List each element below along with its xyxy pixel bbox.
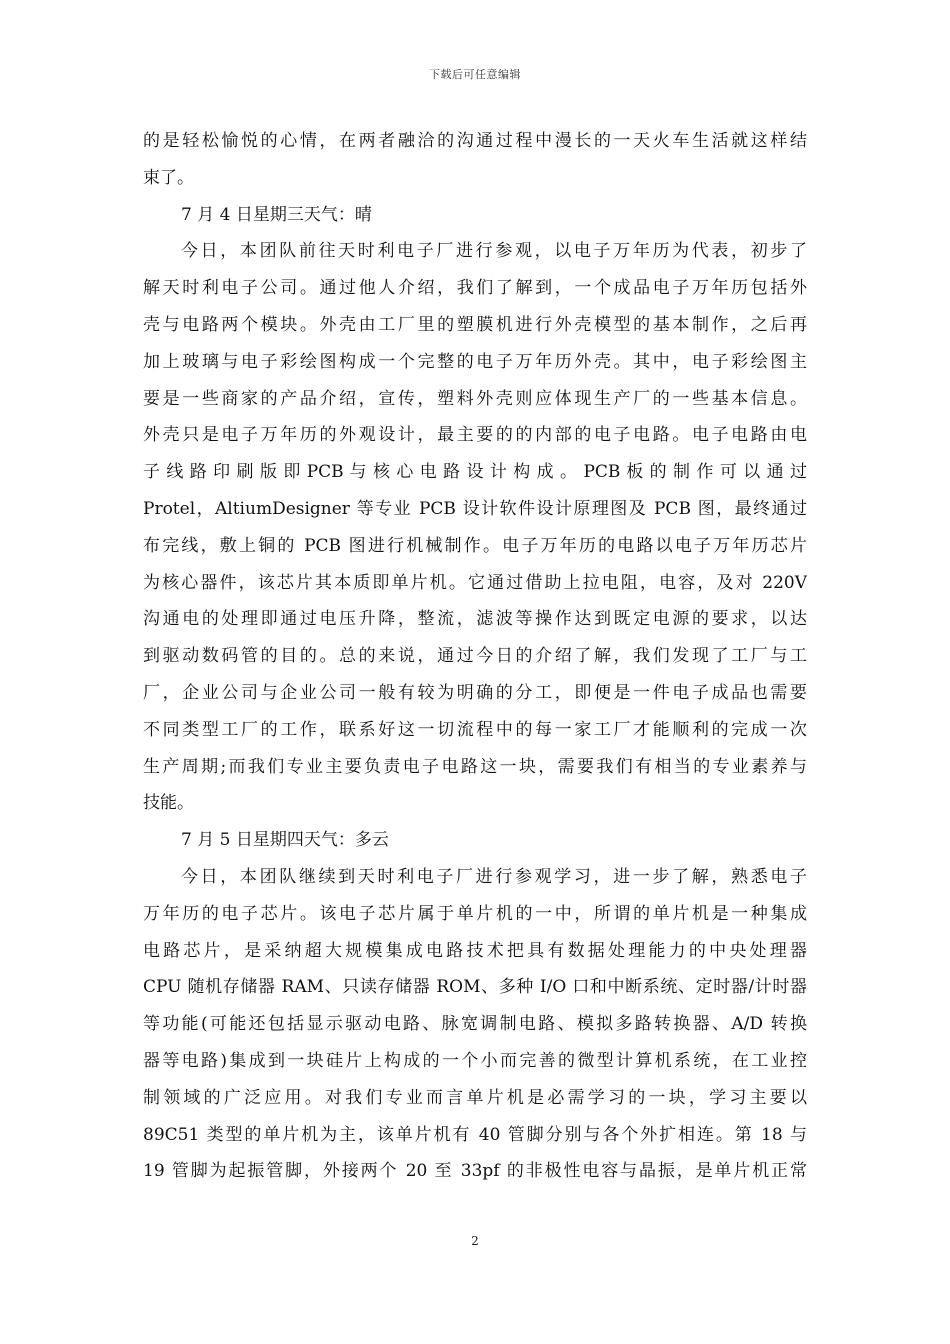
- body-line: 壳与电路两个模块。外壳由工厂里的塑膜机进行外壳模型的基本制作，之后再: [143, 314, 807, 335]
- page-number: 2: [471, 1234, 479, 1248]
- body-line: 解天时利电子公司。通过他人介绍，我们了解到，一个成品电子万年历包括外: [143, 278, 807, 299]
- body-line: 到驱动数码管的目的。总的来说，通过今日的介绍了解，我们发现了工厂与工: [143, 646, 807, 667]
- body-line: 制领域的广泛应用。对我们专业而言单片机是必需学习的一块，学习主要以: [143, 1087, 807, 1108]
- body-line: 今日，本团队前往天时利电子厂进行参观，以电子万年历为代表，初步了: [181, 241, 807, 262]
- body-line: 器等电路)集成到一块硅片上构成的一个小而完善的微型计算机系统，在工业控: [143, 1050, 807, 1071]
- body-line: CPU 随机存储器 RAM、只读存储器 ROM、多种 I/O 口和中断系统、定时器/计时器: [143, 977, 807, 998]
- body-line: 布完线，敷上铜的 PCB 图进行机械制作。电子万年历的电路以电子万年历芯片: [143, 535, 807, 556]
- body-line: 不同类型工厂的工作，联系好这一切流程中的每一家工厂才能顺利的完成一次: [143, 719, 807, 740]
- body-line: 今日，本团队继续到天时利电子厂进行参观学习，进一步了解，熟悉电子: [181, 866, 807, 887]
- body-line: 的是轻松愉悦的心情，在两者融洽的沟通过程中漫长的一天火车生活就这样结: [143, 131, 807, 151]
- body-line: 技能。: [143, 793, 194, 814]
- body-line: 子 线 路 印 刷 版 即 PCB 与 核 心 电 路 设 计 构 成 。 PCB 板 的 制 作 可 以 通 过: [143, 462, 807, 483]
- diary-date-heading: 7 月 4 日星期三天气：晴: [181, 204, 372, 225]
- body-line: 厂，企业公司与企业公司一般有较为明确的分工，即便是一件电子成品也需要: [143, 682, 807, 703]
- body-line: 等功能(可能还包括显示驱动电路、脉宽调制电路、模拟多路转换器、A/D 转换: [143, 1014, 807, 1035]
- diary-date-heading: 7 月 5 日星期四天气：多云: [181, 830, 389, 851]
- body-line: 沟通电的处理即通过电压升降，整流，滤波等操作达到既定电源的要求，以达: [143, 609, 807, 630]
- body-line: Protel，AltiumDesigner 等专业 PCB 设计软件设计原理图及 PCB 图，最终通过: [143, 498, 807, 519]
- body-line: 电路芯片，是采纳超大规模集成电路技术把具有数据处理能力的中央处理器: [143, 940, 807, 961]
- body-line: 加上玻璃与电子彩绘图构成一个完整的电子万年历外壳。其中，电子彩绘图主: [143, 351, 807, 372]
- body-line: 要是一些商家的产品介绍，宣传，塑料外壳则应体现生产厂的一些基本信息。: [143, 388, 807, 409]
- page-header: 下载后可任意编辑: [429, 68, 521, 81]
- body-line: 19 管脚为起振管脚，外接两个 20 至 33pf 的非极性电容与晶振，是单片机正常: [143, 1161, 807, 1182]
- body-line: 生产周期;而我们专业主要负责电子电路这一块，需要我们有相当的专业素养与: [143, 756, 807, 777]
- body-line: 为核心器件，该芯片其本质即单片机。它通过借助上拉电阻，电容，及对 220V: [143, 572, 807, 593]
- body-line: 外壳只是电子万年历的外观设计，最主要的的内部的电子电路。电子电路由电: [143, 425, 807, 446]
- body-line: 束了。: [143, 167, 194, 188]
- document-body: [143, 123, 807, 1190]
- body-line: 万年历的电子芯片。该电子芯片属于单片机的一中，所谓的单片机是一种集成: [143, 903, 807, 924]
- body-line: 89C51 类型的单片机为主，该单片机有 40 管脚分别与各个外扩相连。第 18 与: [143, 1124, 807, 1145]
